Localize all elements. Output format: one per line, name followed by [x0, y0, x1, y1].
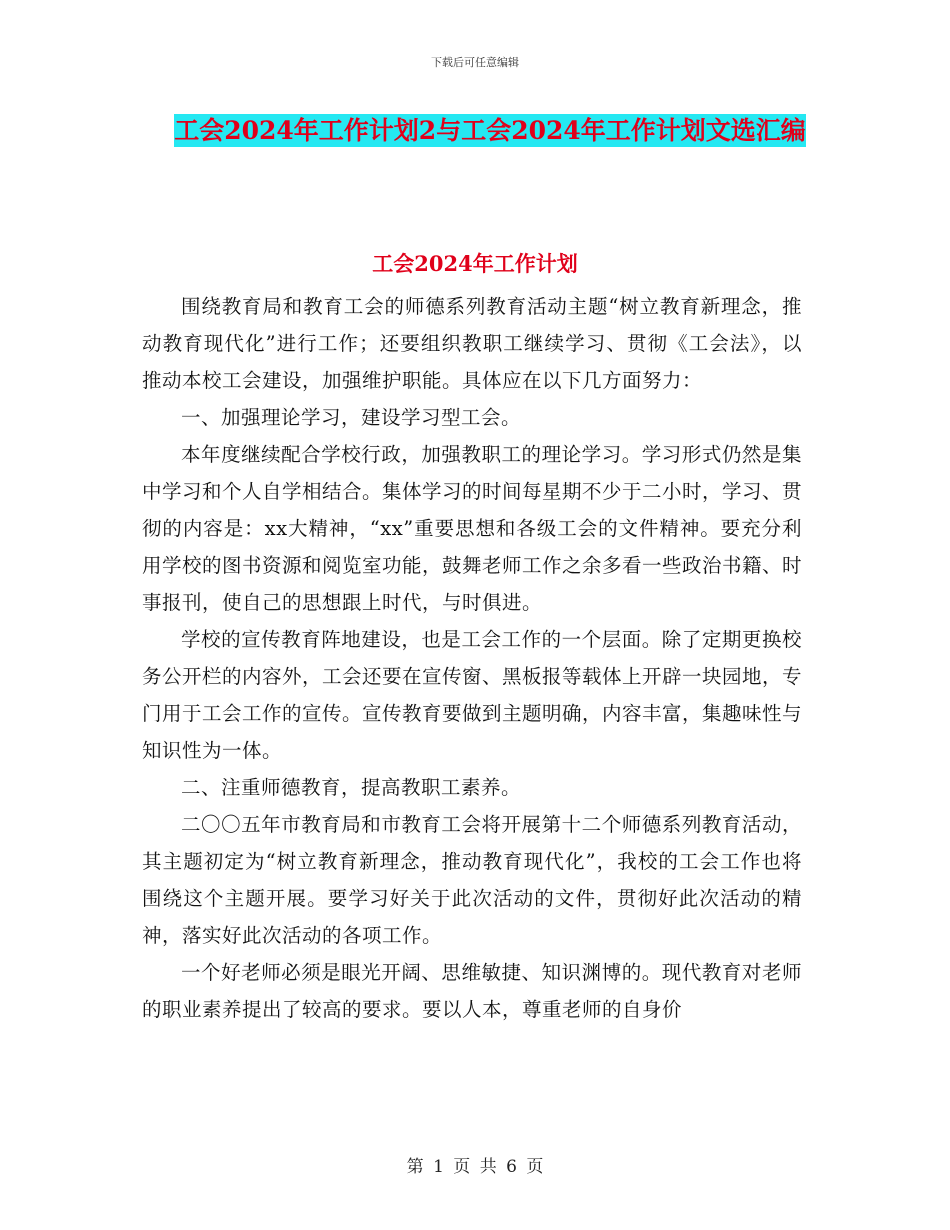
page-footer: 第 1 页 共 6 页 [406, 1157, 544, 1177]
section-title: 工会2024年工作计划 [372, 251, 578, 276]
paragraph: 二〇〇五年市教育局和市教育工会将开展第十二个师德系列教育活动，其主题初定为“树立教育新理念，推动教育现代化”，我校的工会工作也将围绕这个主题开展。要学习好关于此次活动的文件，贯彻好此次活动的精神，落实好此次活动的各项工作。 [142, 813, 802, 947]
document-title [140, 108, 840, 154]
document-title-text: 工会2024年工作计划2与工会2024年工作计划文选汇编 [174, 116, 806, 145]
paragraph: 学校的宣传教育阵地建设，也是工会工作的一个层面。除了定期更换校务公开栏的内容外，工会还要在宣传窗、黑板报等载体上开辟一块园地，专门用于工会工作的宣传。宣传教育要做到主题明确，内容丰富，集趣味性与知识性为一体。 [142, 628, 803, 762]
paragraph: 二、注重师德教育，提高教职工素养。 [181, 776, 522, 799]
paragraph: 一、加强理论学习，建设学习型工会。 [181, 406, 522, 429]
paragraph: 围绕教育局和教育工会的师德系列教育活动主题“树立教育新理念，推动教育现代化”进行工作；还要组织教职工继续学习、贯彻《工会法》，以推动本校工会建设，加强维护职能。具体应在以下几方面努力： [142, 295, 802, 392]
paragraph: 一个好老师必须是眼光开阔、思维敏捷、知识渊博的。现代教育对老师的职业素养提出了较高的要求。要以人本，尊重老师的自身价 [142, 961, 802, 1021]
paragraph: 本年度继续配合学校行政，加强教职工的理论学习。学习形式仍然是集中学习和个人自学相结合。集体学习的时间每星期不少于二小时，学习、贯彻的内容是：xx大精神，“xx”重要思想和各级工会的文件精神。要充分利用学校的图书资源和阅览室功能，鼓舞老师工作之余多看一些政治书籍、时事报刊，使自己的思想跟上时代，与时俱进。 [142, 443, 803, 614]
header-note: 下载后可任意编辑 [431, 56, 519, 69]
body-text [142, 288, 802, 1028]
